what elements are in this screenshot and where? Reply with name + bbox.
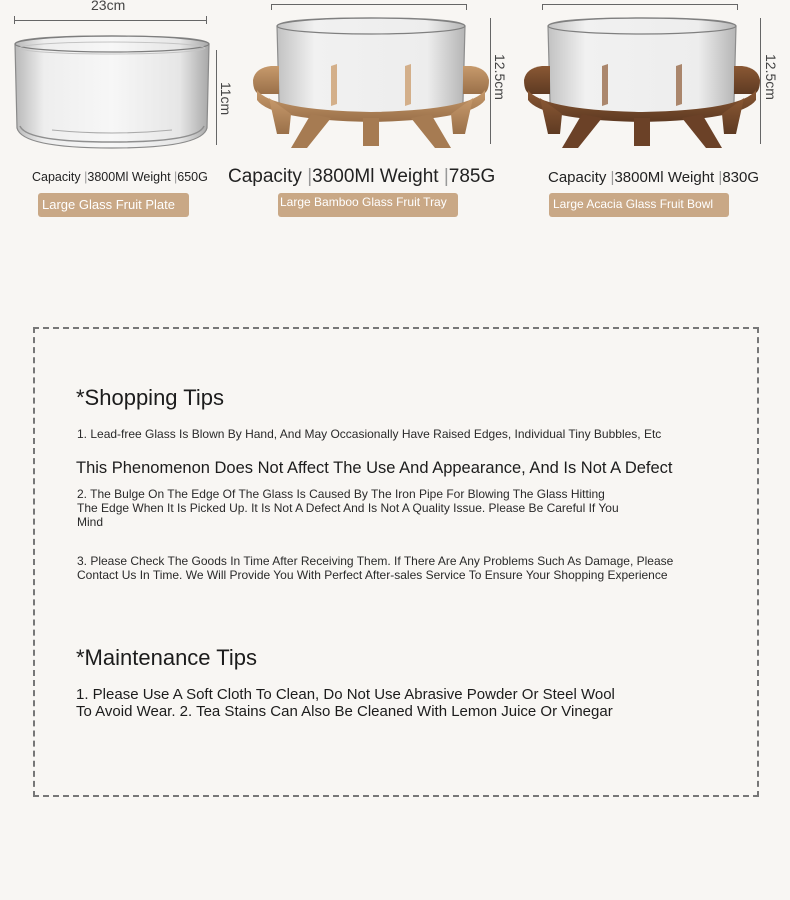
- separator: |: [84, 170, 88, 184]
- product-name-tag: Large Acacia Glass Fruit Bowl: [549, 193, 729, 217]
- weight-value: 830G: [722, 169, 760, 186]
- height-dimension-line: [490, 18, 491, 144]
- dimension-tick: [14, 16, 15, 24]
- dimension-tick: [542, 4, 543, 10]
- separator: |: [174, 170, 178, 184]
- dimension-tick: [271, 4, 272, 10]
- shopping-tip-2: 2. The Bulge On The Edge Of The Glass Is Caused By The Iron Pipe For Blowing The Glass Hitting The Edge When It Is Picked Up. It Is Not A Defect And Is Not A Quality Issue. Please Be Careful If You Mind: [77, 487, 619, 529]
- product-name-tag: Large Glass Fruit Plate: [38, 193, 189, 217]
- acacia-bowl-image: [522, 14, 762, 154]
- separator: |: [443, 166, 449, 187]
- capacity-value: 3800Ml: [614, 169, 664, 186]
- shopping-tips-title: *Shopping Tips: [76, 385, 224, 410]
- height-dimension-label: 11cm: [218, 82, 234, 116]
- height-dimension-line: [216, 50, 217, 145]
- dimension-tick: [206, 16, 207, 24]
- capacity-value: 3800Ml: [312, 166, 375, 187]
- shopping-tip-1-note: This Phenomenon Does Not Affect The Use And Appearance, And Is Not A Defect: [76, 459, 673, 477]
- width-dimension-line: [542, 4, 738, 5]
- dimension-tick: [737, 4, 738, 10]
- dimension-tick: [466, 4, 467, 10]
- product-name-tag: Large Bamboo Glass Fruit Tray: [278, 193, 458, 217]
- weight-label: Weight: [379, 166, 439, 187]
- width-dimension-line: [14, 20, 206, 21]
- separator: |: [610, 169, 615, 186]
- spec-line: [548, 169, 759, 186]
- weight-value: 785G: [448, 166, 496, 187]
- separator: |: [307, 166, 313, 187]
- capacity-label: Capacity: [228, 166, 302, 187]
- capacity-label: Capacity: [32, 170, 81, 184]
- capacity-label: Capacity: [548, 169, 607, 186]
- bamboo-tray-image: [251, 14, 491, 154]
- weight-label: Weight: [131, 170, 171, 184]
- maintenance-tips-text: 1. Please Use A Soft Cloth To Clean, Do Not Use Abrasive Powder Or Steel Wool To Avoid Wear. 2. Tea Stains Can Also Be Cleaned With Lemon Juice Or Vinegar: [76, 686, 615, 720]
- spec-line: [32, 170, 208, 184]
- height-dimension-label: 12.5cm: [492, 54, 508, 100]
- maintenance-tips-title: *Maintenance Tips: [76, 645, 257, 670]
- tips-box: [33, 327, 759, 797]
- shopping-tip-3: 3. Please Check The Goods In Time After Receiving Them. If There Are Any Problems Such As Damage, Please Contact Us In Time. We Will Provide You With Perfect After-sales Service To Ensure Your Shopping Experience: [77, 554, 674, 582]
- capacity-value: 3800Ml: [87, 170, 129, 184]
- height-dimension-line: [760, 18, 761, 144]
- width-dimension-label: 23cm: [91, 0, 126, 13]
- width-dimension-line: [271, 4, 467, 5]
- separator: |: [718, 169, 723, 186]
- weight-label: Weight: [667, 169, 715, 186]
- spec-line: [228, 166, 495, 188]
- glass-bowl-image: [12, 30, 212, 152]
- weight-value: 650G: [177, 170, 208, 184]
- shopping-tip-1: 1. Lead-free Glass Is Blown By Hand, And May Occasionally Have Raised Edges, Individual Tiny Bubbles, Etc: [77, 427, 662, 441]
- height-dimension-label: 12.5cm: [763, 54, 779, 100]
